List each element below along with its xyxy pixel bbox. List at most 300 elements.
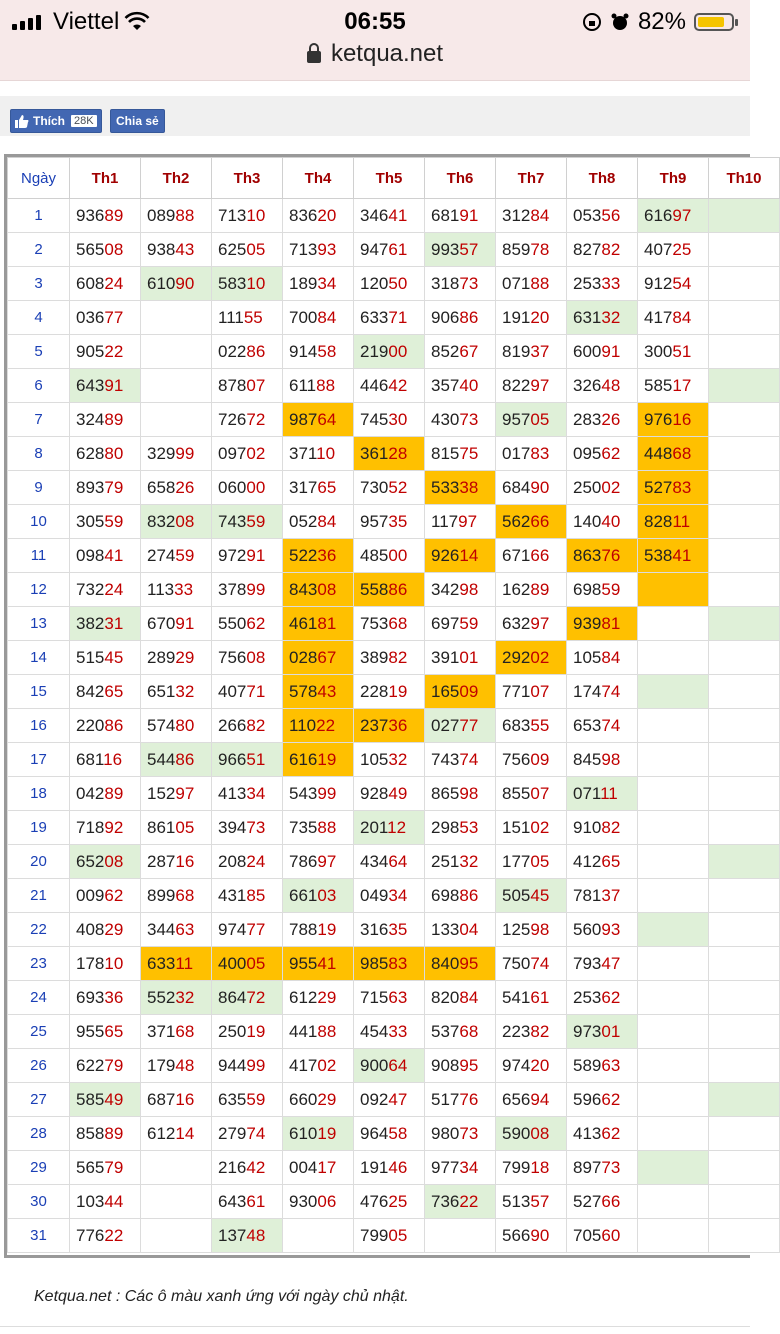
result-number-last-two: 74 <box>601 715 621 735</box>
result-cell <box>354 267 425 301</box>
result-number-last-two: 91 <box>175 613 195 633</box>
result-cell <box>212 199 283 233</box>
result-number-last-two: 73 <box>601 1157 621 1177</box>
result-number <box>76 546 123 565</box>
result-number-prefix: 324 <box>76 409 105 429</box>
result-cell <box>638 607 709 641</box>
result-number-last-two: 32 <box>601 307 621 327</box>
day-cell: 20 <box>8 845 70 879</box>
result-cell <box>567 335 638 369</box>
result-number <box>76 1090 123 1109</box>
result-cell <box>425 777 496 811</box>
result-cell <box>496 743 567 777</box>
table-row <box>8 471 780 505</box>
result-cell <box>496 505 567 539</box>
result-number-prefix: 541 <box>502 987 531 1007</box>
result-cell <box>638 1049 709 1083</box>
result-number <box>431 1192 478 1211</box>
result-cell <box>354 777 425 811</box>
result-cell <box>70 539 141 573</box>
result-cell <box>638 471 709 505</box>
result-number-prefix: 417 <box>644 307 673 327</box>
result-cell <box>709 845 780 879</box>
result-number-last-two: 94 <box>530 1089 550 1109</box>
result-number-prefix: 223 <box>502 1021 531 1041</box>
result-cell <box>354 1049 425 1083</box>
result-cell <box>354 437 425 471</box>
result-number-last-two: 20 <box>530 307 550 327</box>
result-cell <box>141 675 212 709</box>
result-number <box>431 920 478 939</box>
result-number-prefix: 910 <box>573 817 602 837</box>
result-number-prefix: 017 <box>502 443 531 463</box>
result-number <box>147 614 194 633</box>
result-cell <box>496 1083 567 1117</box>
result-cell <box>354 1151 425 1185</box>
result-cell <box>70 1015 141 1049</box>
result-cell <box>567 301 638 335</box>
lock-icon <box>307 51 321 63</box>
result-number-last-two: 33 <box>388 1021 408 1041</box>
result-cell <box>709 1015 780 1049</box>
result-number <box>289 478 336 497</box>
result-cell <box>567 947 638 981</box>
result-number-last-two: 98 <box>459 783 479 803</box>
result-number-prefix: 036 <box>76 307 105 327</box>
result-number-last-two: 10 <box>246 205 266 225</box>
result-number-last-two: 77 <box>104 307 124 327</box>
result-number-last-two: 97 <box>175 783 195 803</box>
result-number <box>573 1226 620 1245</box>
result-number-prefix: 771 <box>502 681 531 701</box>
result-cell <box>354 403 425 437</box>
result-number-prefix: 832 <box>147 511 176 531</box>
result-number <box>573 580 620 599</box>
result-number-last-two: 97 <box>530 375 550 395</box>
result-number-prefix: 346 <box>360 205 389 225</box>
browser-top-bar <box>0 0 750 81</box>
table-row <box>8 1015 780 1049</box>
table-row <box>8 879 780 913</box>
result-number-prefix: 743 <box>218 511 247 531</box>
result-number-prefix: 651 <box>147 681 176 701</box>
result-number <box>573 1022 620 1041</box>
result-number <box>360 444 407 463</box>
column-header-th10: Th10 <box>709 158 780 199</box>
result-number-last-two: 02 <box>317 1055 337 1075</box>
result-number-prefix: 947 <box>360 239 389 259</box>
address-bar[interactable] <box>0 40 750 68</box>
result-number <box>360 206 407 225</box>
result-number <box>289 648 336 667</box>
result-number <box>431 580 478 599</box>
result-number-prefix: 177 <box>502 851 531 871</box>
result-cell <box>567 811 638 845</box>
result-number <box>289 444 335 463</box>
result-number <box>76 512 123 531</box>
result-number-prefix: 391 <box>431 647 460 667</box>
result-number-prefix: 417 <box>289 1055 318 1075</box>
result-number-prefix: 289 <box>147 647 176 667</box>
result-number <box>218 240 265 259</box>
result-number <box>431 852 478 871</box>
result-number <box>502 1022 549 1041</box>
result-cell <box>141 471 212 505</box>
result-cell <box>709 1049 780 1083</box>
table-row <box>8 573 780 607</box>
result-number-last-two: 08 <box>246 647 266 667</box>
result-cell <box>567 267 638 301</box>
result-number-prefix: 326 <box>573 375 602 395</box>
result-number-last-two: 81 <box>601 613 621 633</box>
result-number-prefix: 633 <box>147 953 176 973</box>
result-cell <box>70 471 141 505</box>
result-cell <box>496 675 567 709</box>
column-header-day: Ngày <box>8 158 70 199</box>
day-cell: 30 <box>8 1185 70 1219</box>
result-number-last-two: 68 <box>175 885 195 905</box>
result-number <box>502 546 549 565</box>
day-cell: 27 <box>8 1083 70 1117</box>
result-number-last-two: 84 <box>601 647 621 667</box>
result-number-last-two: 47 <box>601 953 621 973</box>
result-cell <box>496 199 567 233</box>
result-cell <box>709 1083 780 1117</box>
result-cell <box>354 471 425 505</box>
result-number <box>76 682 123 701</box>
result-number-prefix: 993 <box>431 239 460 259</box>
result-number-last-two: 19 <box>388 681 408 701</box>
result-cell <box>709 1185 780 1219</box>
result-number <box>360 1022 407 1041</box>
result-cell <box>425 913 496 947</box>
result-number-prefix: 028 <box>289 647 318 667</box>
result-number-prefix: 550 <box>218 613 247 633</box>
result-number-last-two: 76 <box>601 545 621 565</box>
result-number-prefix: 505 <box>502 885 531 905</box>
result-number <box>289 410 336 429</box>
result-cell <box>354 1015 425 1049</box>
result-number-last-two: 34 <box>317 273 337 293</box>
result-number-last-two: 36 <box>317 545 337 565</box>
result-number-prefix: 635 <box>218 1089 247 1109</box>
result-number-prefix: 985 <box>360 953 389 973</box>
result-cell <box>709 1117 780 1151</box>
result-number-prefix: 842 <box>76 681 105 701</box>
result-number-prefix: 318 <box>431 273 460 293</box>
result-number <box>218 1022 265 1041</box>
result-number-prefix: 371 <box>147 1021 176 1041</box>
day-cell: 25 <box>8 1015 70 1049</box>
result-number-last-two: 63 <box>388 987 408 1007</box>
result-number-last-two: 74 <box>246 1123 266 1143</box>
result-number-prefix: 622 <box>76 1055 105 1075</box>
result-number-prefix: 900 <box>360 1055 389 1075</box>
result-number <box>289 240 336 259</box>
result-number <box>502 274 549 293</box>
day-cell: 11 <box>8 539 70 573</box>
result-number <box>573 648 620 667</box>
result-number <box>147 1022 194 1041</box>
result-number <box>431 444 478 463</box>
result-cell <box>283 607 354 641</box>
result-number <box>218 1090 265 1109</box>
result-number-last-two: 05 <box>175 817 195 837</box>
result-number <box>573 376 620 395</box>
day-cell: 22 <box>8 913 70 947</box>
result-cell <box>212 607 283 641</box>
result-number-prefix: 914 <box>289 341 318 361</box>
result-number <box>431 716 478 735</box>
result-number-prefix: 371 <box>289 443 317 463</box>
result-number-prefix: 361 <box>360 443 389 463</box>
result-cell <box>638 811 709 845</box>
result-number-prefix: 515 <box>76 647 105 667</box>
result-cell <box>567 403 638 437</box>
result-number-last-two: 59 <box>601 579 621 599</box>
result-number-last-two: 34 <box>459 1157 479 1177</box>
result-number <box>147 478 194 497</box>
result-number-prefix: 585 <box>644 375 673 395</box>
result-cell <box>141 981 212 1015</box>
result-cell <box>567 369 638 403</box>
result-cell <box>425 403 496 437</box>
result-number <box>431 818 478 837</box>
result-number-last-two: 61 <box>246 1191 266 1211</box>
result-number-last-two: 36 <box>104 987 124 1007</box>
result-cell <box>709 301 780 335</box>
result-number-last-two: 08 <box>175 511 195 531</box>
result-cell <box>425 845 496 879</box>
day-cell: 1 <box>8 199 70 233</box>
result-number-last-two: 00 <box>388 341 408 361</box>
column-header-th3: Th3 <box>212 158 283 199</box>
result-cell <box>70 811 141 845</box>
result-number-last-two: 84 <box>317 307 337 327</box>
result-number <box>573 546 620 565</box>
result-number <box>289 886 336 905</box>
result-cell <box>70 743 141 777</box>
result-number-last-two: 49 <box>388 783 408 803</box>
table-row <box>8 913 780 947</box>
result-number-prefix: 753 <box>360 613 389 633</box>
result-number-prefix: 162 <box>502 579 531 599</box>
result-number-last-two: 43 <box>175 239 195 259</box>
result-number <box>218 1124 265 1143</box>
result-number-last-two: 50 <box>388 273 408 293</box>
result-number-prefix: 357 <box>431 375 460 395</box>
result-number <box>76 648 123 667</box>
result-cell <box>425 1049 496 1083</box>
result-number-last-two: 17 <box>672 375 692 395</box>
result-number-last-two: 32 <box>175 987 195 1007</box>
result-cell <box>283 709 354 743</box>
result-cell <box>283 947 354 981</box>
result-cell <box>141 369 212 403</box>
result-number-last-two: 78 <box>530 239 550 259</box>
result-cell <box>496 369 567 403</box>
table-row <box>8 777 780 811</box>
result-cell <box>638 1015 709 1049</box>
result-number-last-two: 89 <box>104 409 124 429</box>
result-number-last-two: 99 <box>175 443 195 463</box>
result-number <box>76 784 123 803</box>
result-number-prefix: 670 <box>147 613 176 633</box>
result-number-last-two: 79 <box>104 477 124 497</box>
result-cell <box>212 709 283 743</box>
result-number-prefix: 819 <box>502 341 531 361</box>
result-number <box>431 512 477 531</box>
table-row <box>8 233 780 267</box>
result-number-last-two: 84 <box>459 987 479 1007</box>
day-cell: 4 <box>8 301 70 335</box>
result-number-last-two: 82 <box>530 1021 550 1041</box>
result-cell <box>212 981 283 1015</box>
result-number <box>431 614 478 633</box>
result-cell <box>425 811 496 845</box>
result-cell <box>70 505 141 539</box>
result-cell <box>70 981 141 1015</box>
result-cell <box>709 709 780 743</box>
result-cell <box>638 573 709 607</box>
result-cell <box>354 233 425 267</box>
result-number-prefix: 974 <box>218 919 247 939</box>
result-number <box>573 444 620 463</box>
result-cell <box>638 437 709 471</box>
table-row <box>8 199 780 233</box>
result-cell <box>283 743 354 777</box>
result-number-last-two: 89 <box>530 579 550 599</box>
result-cell <box>141 335 212 369</box>
result-number-last-two: 95 <box>459 953 479 973</box>
result-cell <box>70 1117 141 1151</box>
result-number-prefix: 253 <box>573 987 602 1007</box>
column-header-th6: Th6 <box>425 158 496 199</box>
day-cell: 5 <box>8 335 70 369</box>
day-cell: 13 <box>8 607 70 641</box>
result-number <box>218 988 265 1007</box>
result-number <box>76 852 123 871</box>
result-number <box>502 716 549 735</box>
result-number-last-two: 08 <box>530 1123 550 1143</box>
like-label: Thích <box>33 114 65 128</box>
result-number-prefix: 517 <box>431 1089 460 1109</box>
result-number-last-two: 67 <box>459 341 479 361</box>
result-number-prefix: 476 <box>360 1191 389 1211</box>
result-number-prefix: 955 <box>289 953 318 973</box>
result-cell <box>141 1049 212 1083</box>
result-number-prefix: 165 <box>431 681 460 701</box>
table-row <box>8 981 780 1015</box>
result-number-last-two: 84 <box>672 307 692 327</box>
result-cell <box>212 1117 283 1151</box>
result-cell <box>212 811 283 845</box>
result-number <box>502 1090 549 1109</box>
result-number-prefix: 287 <box>147 851 176 871</box>
result-number-last-two: 19 <box>317 919 337 939</box>
result-cell <box>354 641 425 675</box>
result-cell <box>70 709 141 743</box>
result-cell <box>354 199 425 233</box>
result-number <box>431 1158 478 1177</box>
result-number-last-two: 46 <box>388 1157 408 1177</box>
result-cell <box>709 913 780 947</box>
result-cell <box>70 1185 141 1219</box>
result-number-prefix: 266 <box>218 715 247 735</box>
alarm-icon <box>610 12 630 32</box>
result-number-prefix: 610 <box>289 1123 318 1143</box>
result-number-last-two: 97 <box>458 511 478 531</box>
result-number-prefix: 660 <box>289 1089 318 1109</box>
result-number <box>76 206 123 225</box>
result-number-prefix: 292 <box>502 647 531 667</box>
result-number-last-two: 82 <box>388 647 408 667</box>
result-cell <box>283 573 354 607</box>
result-number <box>431 784 478 803</box>
result-number <box>289 988 336 1007</box>
result-cell <box>70 199 141 233</box>
result-number-prefix: 253 <box>573 273 602 293</box>
result-number <box>431 886 478 905</box>
result-cell <box>141 437 212 471</box>
result-number-prefix: 610 <box>147 273 176 293</box>
result-number-last-two: 03 <box>317 885 337 905</box>
result-number-last-two: 19 <box>317 749 337 769</box>
result-number-prefix: 220 <box>76 715 105 735</box>
result-cell <box>567 1219 638 1253</box>
facebook-like-button[interactable] <box>10 109 102 133</box>
result-number-last-two: 55 <box>530 715 550 735</box>
result-number <box>573 274 620 293</box>
result-number-last-two: 02 <box>246 443 266 463</box>
result-cell <box>425 1015 496 1049</box>
result-number-last-two: 57 <box>459 239 479 259</box>
result-cell <box>354 811 425 845</box>
result-number-last-two: 60 <box>601 1225 621 1245</box>
result-number-last-two: 11 <box>175 953 194 973</box>
result-number <box>76 954 123 973</box>
result-number <box>289 716 335 735</box>
result-number-prefix: 133 <box>431 919 460 939</box>
result-number-last-two: 11 <box>600 783 618 803</box>
result-number-prefix: 004 <box>289 1157 318 1177</box>
result-number-last-two: 86 <box>175 749 195 769</box>
result-number <box>360 682 407 701</box>
result-number <box>431 1090 478 1109</box>
result-number-last-two: 29 <box>175 647 195 667</box>
facebook-share-button[interactable]: Chia sẻ <box>110 109 165 133</box>
result-number-last-two: 07 <box>530 783 550 803</box>
result-number <box>502 648 549 667</box>
result-number-last-two: 59 <box>246 511 266 531</box>
result-cell <box>70 675 141 709</box>
result-number <box>502 512 549 531</box>
result-number <box>218 614 265 633</box>
result-number-last-two: 88 <box>316 375 336 395</box>
result-number <box>644 410 691 429</box>
result-number-prefix: 628 <box>76 443 105 463</box>
result-number-prefix: 431 <box>218 885 247 905</box>
result-number-prefix: 865 <box>431 783 460 803</box>
result-cell <box>212 641 283 675</box>
result-number-prefix: 906 <box>431 307 460 327</box>
result-number-last-two: 31 <box>104 613 124 633</box>
result-cell <box>212 437 283 471</box>
result-number-prefix: 274 <box>147 545 176 565</box>
result-number-last-two: 34 <box>246 783 266 803</box>
result-number-prefix: 799 <box>502 1157 531 1177</box>
result-number <box>360 886 407 905</box>
